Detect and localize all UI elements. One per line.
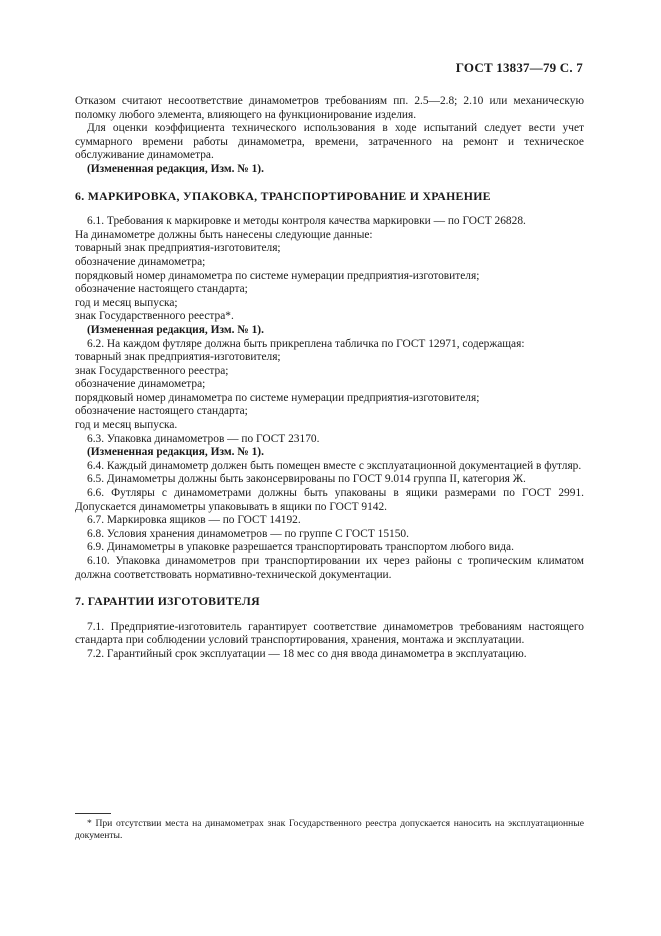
clause-7-2: 7.2. Гарантийный срок эксплуатации — 18 мес со дня ввода динамометра в эксплуатацию. <box>87 647 527 660</box>
footnote-divider <box>75 813 111 814</box>
revision-note: (Измененная редакция, Изм. № 1). <box>87 162 264 175</box>
list-item: знак Государственного реестра; <box>75 364 229 377</box>
clause-6-1: 6.1. Требования к маркировке и методы контроля качества маркировки — по ГОСТ 26828. <box>87 215 526 228</box>
list-item: товарный знак предприятия-изготовителя; <box>75 351 281 364</box>
clause-6-6: 6.6. Футляры с динамометрами должны быть упакованы в ящики размерами по ГОСТ 2991. Допускается динамометры упаковывать в ящики по ГОСТ 9142. <box>75 487 584 513</box>
list-item: обозначение динамометра; <box>75 255 206 268</box>
clause-6-10: 6.10. Упаковка динамометров при транспортировании их через районы с тропическим климатом должна соответствовать нормативно-технической документации. <box>75 555 584 581</box>
list-item: товарный знак предприятия-изготовителя; <box>75 242 281 255</box>
document-body <box>75 95 584 662</box>
clause-6-4: 6.4. Каждый динамометр должен быть помещен вместе с эксплуатационной документацией в футляр. <box>87 459 582 472</box>
list-item: обозначение настоящего стандарта; <box>75 283 248 296</box>
clause-6-9: 6.9. Динамометры в упаковке разрешается транспортировать транспортом любого вида. <box>87 541 514 554</box>
clause-7-1: 7.1. Предприятие-изготовитель гарантирует соответствие динамометров требованиям настоящего стандарта при соблюдении условий транспортирования, хранения, монтажа и эксплуатации. <box>75 620 584 647</box>
paragraph-failure-definition: Отказом считают несоответствие динамометров требованиям пп. 2.5—2.8; 2.10 или механическую поломку любого элемента, влияющего на функционирование изделия. <box>75 95 584 121</box>
clause-6-3: 6.3. Упаковка динамометров — по ГОСТ 23170. <box>87 432 320 445</box>
section-7-heading: 7. ГАРАНТИИ ИЗГОТОВИТЕЛЯ <box>75 594 260 609</box>
page-header: ГОСТ 13837—79 С. 7 <box>455 60 583 75</box>
list-item: год и месяц выпуска. <box>75 419 178 432</box>
list-item: знак Государственного реестра*. <box>75 310 234 323</box>
revision-note: (Измененная редакция, Изм. № 1). <box>87 323 264 336</box>
clause-6-7: 6.7. Маркировка ящиков — по ГОСТ 14192. <box>87 514 301 527</box>
list-item: порядковый номер динамометра по системе нумерации предприятия-изготовителя; <box>75 269 480 282</box>
revision-note: (Измененная редакция, Изм. № 1). <box>87 446 264 459</box>
section-6-heading: 6. МАРКИРОВКА, УПАКОВКА, ТРАНСПОРТИРОВАНИЕ И ХРАНЕНИЕ <box>75 188 491 203</box>
clause-6-8: 6.8. Условия хранения динамометров — по группе С ГОСТ 15150. <box>87 527 409 540</box>
footnote: * При отсутствии места на динамометрах знак Государственного реестра допускается наносить на эксплуатационные документы. <box>75 818 584 842</box>
paragraph-utilization: Для оценки коэффициента технического использования в ходе испытаний следует вести учет суммарного времени работы динамометра, времени, затраченного на ремонт и техническое обслуживание динамометра. <box>75 122 584 162</box>
list-item: обозначение настоящего стандарта; <box>75 405 248 418</box>
list-item: обозначение динамометра; <box>75 378 206 391</box>
clause-6-2: 6.2. На каждом футляре должна быть прикреплена табличка по ГОСТ 12971, содержащая: <box>87 337 525 350</box>
clause-6-1-intro: На динамометре должны быть нанесены следующие данные: <box>75 228 373 241</box>
clause-6-5: 6.5. Динамометры должны быть законсервированы по ГОСТ 9.014 группа II, категория Ж. <box>87 473 526 486</box>
list-item: порядковый номер динамометра по системе нумерации предприятия-изготовителя; <box>75 391 480 404</box>
list-item: год и месяц выпуска; <box>75 296 178 309</box>
